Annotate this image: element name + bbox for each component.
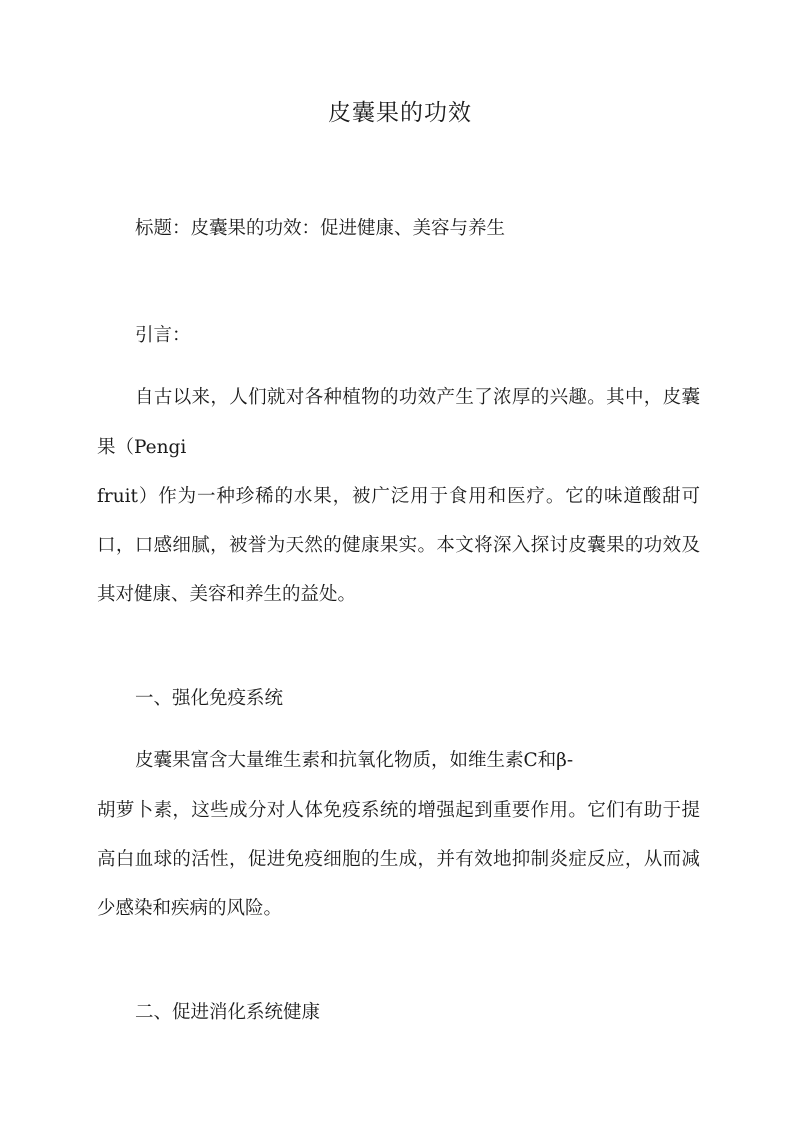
section1-paragraph-line: 高白血球的活性，促进免疫细胞的生成，并有效地抑制炎症反应，从而减 (97, 849, 700, 870)
intro-paragraph-line: 其对健康、美容和养生的益处。 (97, 584, 357, 605)
section1-paragraph-line: 皮囊果富含大量维生素和抗氧化物质，如维生素C和β- (135, 750, 574, 771)
section-heading-1: 一、强化免疫系统 (135, 688, 284, 709)
subtitle-line: 标题：皮囊果的功效：促进健康、美容与养生 (135, 218, 506, 239)
section-heading-2: 二、促进消化系统健康 (135, 1002, 321, 1023)
intro-paragraph-line: 自古以来，人们就对各种植物的功效产生了浓厚的兴趣。其中，皮囊 (135, 387, 700, 408)
intro-paragraph-line: fruit）作为一种珍稀的水果，被广泛用于食用和医疗。它的味道酸甜可 (97, 486, 700, 507)
section1-paragraph-line: 胡萝卜素，这些成分对人体免疫系统的增强起到重要作用。它们有助于提 (97, 800, 700, 821)
intro-heading: 引言： (135, 325, 191, 346)
intro-paragraph-line: 口，口感细腻，被誉为天然的健康果实。本文将深入探讨皮囊果的功效及 (97, 535, 700, 556)
intro-paragraph-line: 果（Pengi (97, 437, 187, 458)
document-title: 皮囊果的功效 (328, 100, 472, 126)
section1-paragraph-line: 少感染和疾病的风险。 (97, 898, 283, 919)
